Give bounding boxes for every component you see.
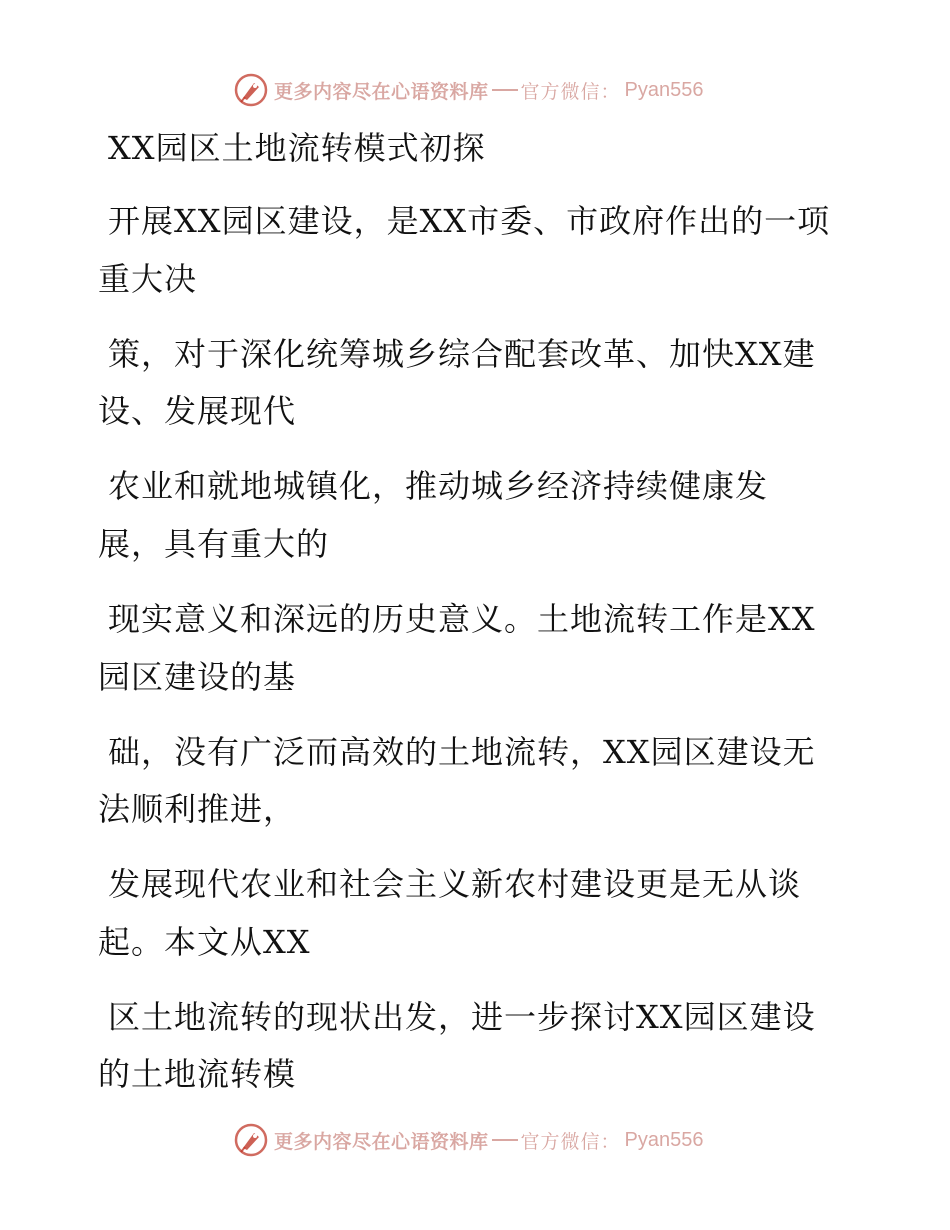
document-title: XX园区土地流转模式初探 xyxy=(108,129,486,167)
watermark-dash xyxy=(492,89,518,91)
paragraph-line: 重大决 xyxy=(98,260,198,298)
watermark-banner-bottom xyxy=(234,1122,704,1158)
paragraph-line: 发展现代农业和社会主义新农村建设更是无从谈 xyxy=(108,865,802,903)
watermark-promo-text: 更多内容尽在心语资料库 xyxy=(274,80,489,103)
watermark-wechat-id: Pyan556 xyxy=(624,78,704,101)
paragraph-line: 园区建设的基 xyxy=(98,658,297,696)
paragraph-line: 策，对于深化统筹城乡综合配套改革、加快XX建 xyxy=(108,335,816,373)
pen-nib-logo-icon xyxy=(234,73,268,107)
paragraph-line: 础，没有广泛而高效的土地流转，XX园区建设无 xyxy=(108,733,816,771)
paragraph-line: 农业和就地城镇化，推动城乡经济持续健康发 xyxy=(108,467,769,505)
paragraph-line: 现实意义和深远的历史意义。土地流转工作是XX xyxy=(108,600,816,638)
paragraph-line: 开展XX园区建设，是XX市委、市政府作出的一项 xyxy=(108,202,831,240)
watermark-dash xyxy=(492,1139,518,1141)
paragraph-line: 设、发展现代 xyxy=(98,392,297,430)
paragraph-line: 起。本文从XX xyxy=(98,923,311,961)
watermark-wechat-label: 官方微信： xyxy=(520,1130,621,1153)
paragraph-line: 区土地流转的现状出发，进一步探讨XX园区建设 xyxy=(108,998,816,1036)
watermark-promo-text: 更多内容尽在心语资料库 xyxy=(274,1130,489,1153)
watermark-banner-top xyxy=(234,72,704,108)
paragraph-line: 展，具有重大的 xyxy=(98,525,330,563)
watermark-wechat-label: 官方微信： xyxy=(520,80,621,103)
pen-nib-logo-icon xyxy=(234,1123,268,1157)
watermark-wechat-id: Pyan556 xyxy=(624,1128,704,1151)
paragraph-line: 的土地流转模 xyxy=(98,1055,297,1093)
paragraph-line: 法顺利推进， xyxy=(98,790,297,828)
